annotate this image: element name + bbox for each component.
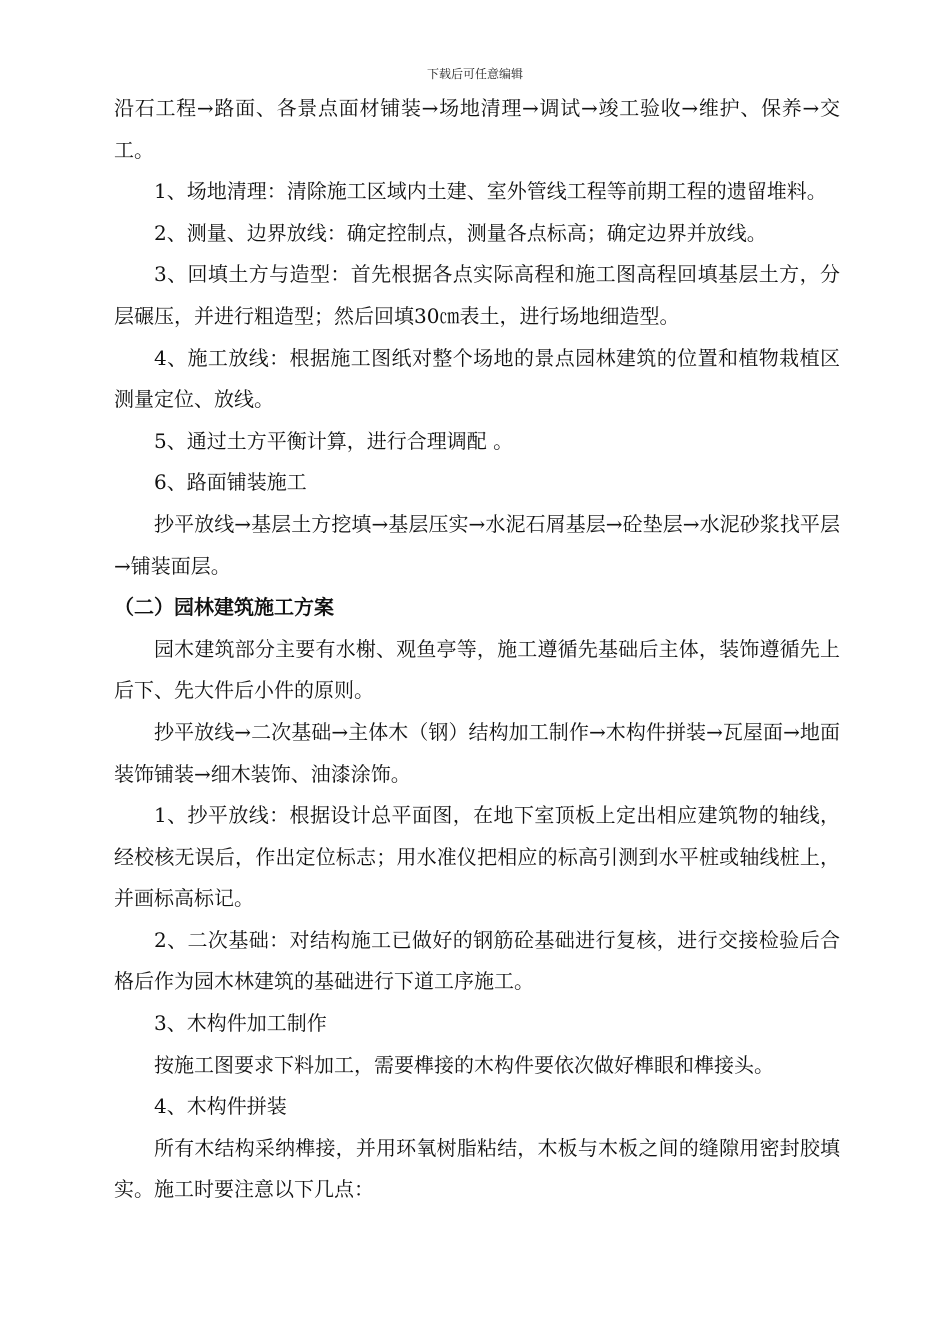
- paragraph-site-clearing: 1、场地清理：清除施工区域内土建、室外管线工程等前期工程的遗留堆料。: [154, 179, 827, 204]
- paragraph-continuation: 沿石工程→路面、各景点面材铺装→场地清理→调试→竣工验收→维护、保养→交工。: [114, 96, 840, 162]
- paragraph-wood-assembly-title: 4、木构件拼装: [154, 1094, 287, 1119]
- paragraph-wood-fabrication: 按施工图要求下料加工，需要榫接的木构件要依次做好榫眼和榫接头。: [154, 1052, 774, 1077]
- section-heading: （二）园林建筑施工方案: [114, 595, 334, 620]
- paragraph-building-steps: 抄平放线→二次基础→主体木（钢）结构加工制作→木构件拼装→瓦屋面→地面装饰铺装→细木装饰、油漆涂饰。: [114, 719, 840, 786]
- paragraph-wood-fabrication-title: 3、木构件加工制作: [154, 1011, 327, 1036]
- paragraph-layout: 4、施工放线：根据施工图纸对整个场地的景点园林建筑的位置和植物栽植区测量定位、放线。: [114, 345, 840, 412]
- paragraph-paving-steps: 抄平放线→基层土方挖填→基层压实→水泥石屑基层→砼垫层→水泥砂浆找平层→铺装面层。: [114, 511, 840, 578]
- document-body: [114, 88, 840, 1211]
- page-header-note: 下载后可任意编辑: [426, 67, 523, 81]
- paragraph-earth-balance: 5、通过土方平衡计算，进行合理调配 。: [154, 428, 514, 453]
- paragraph-setting-out: 1、抄平放线：根据设计总平面图，在地下室顶板上定出相应建筑物的轴线，经校核无误后，作出定位标志；用水准仪把相应的标高引测到水平桩或轴线桩上，并画标高标记。: [114, 803, 840, 911]
- paragraph-survey: 2、测量、边界放线：确定控制点，测量各点标高；确定边界并放线。: [154, 220, 767, 245]
- paragraph-secondary-foundation: 2、二次基础：对结构施工已做好的钢筋砼基础进行复核，进行交接检验后合格后作为园木林建筑的基础进行下道工序施工。: [114, 927, 840, 994]
- paragraph-backfill: 3、回填土方与造型：首先根据各点实际高程和施工图高程回填基层土方，分层碾压，并进行粗造型；然后回填30㎝表土，进行场地细造型。: [114, 262, 840, 328]
- paragraph-wood-assembly: 所有木结构采纳榫接，并用环氧树脂粘结，木板与木板之间的缝隙用密封胶填实。施工时要注意以下几点：: [114, 1135, 840, 1202]
- paragraph-building-intro: 园木建筑部分主要有水榭、观鱼亭等，施工遵循先基础后主体，装饰遵循先上后下、先大件后小件的原则。: [114, 636, 840, 703]
- paragraph-paving-title: 6、路面铺装施工: [154, 470, 307, 495]
